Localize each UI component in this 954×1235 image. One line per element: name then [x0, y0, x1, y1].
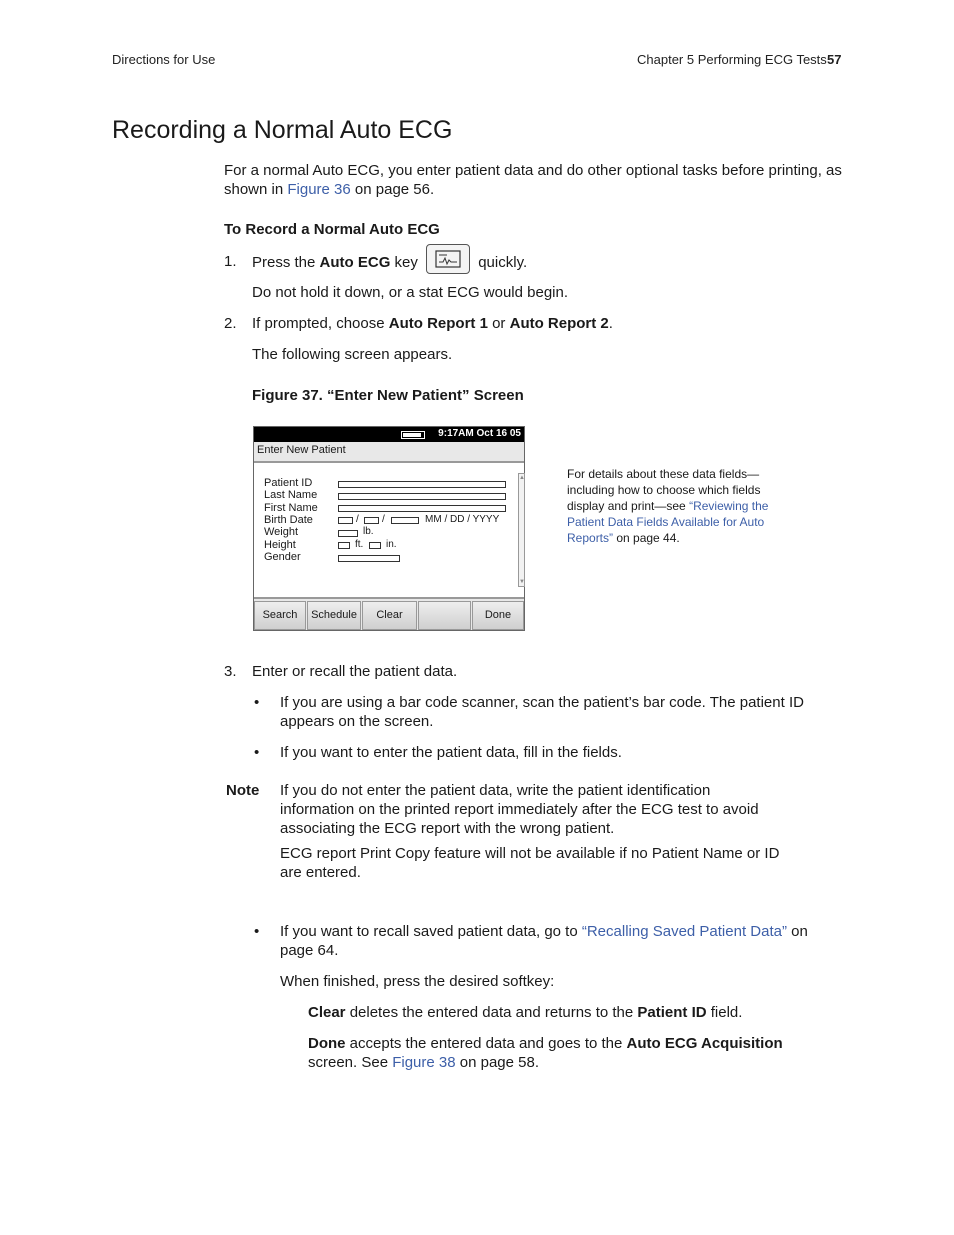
done-definition-end: on page 58.: [455, 1054, 540, 1071]
height-feet-field[interactable]: [338, 542, 350, 549]
date-format-hint: MM / DD / YYYY: [425, 514, 500, 525]
figure-36-link[interactable]: Figure 36: [287, 181, 351, 198]
step-3-text: Enter or recall the patient data.: [252, 663, 458, 680]
height-unit-ft: ft.: [355, 539, 364, 550]
patient-id-field[interactable]: [338, 481, 506, 488]
section-title: Recording a Normal Auto ECG: [112, 116, 453, 144]
height-unit-in: in.: [386, 539, 397, 550]
search-softkey[interactable]: Search: [254, 601, 306, 630]
date-separator: /: [382, 514, 385, 525]
note-label: Note: [226, 782, 260, 799]
patient-id-term: Patient ID: [637, 1004, 707, 1021]
done-softkey[interactable]: Done: [472, 601, 524, 630]
page-number: 57: [827, 52, 842, 67]
scroll-down-icon[interactable]: ▼: [519, 579, 525, 585]
clear-softkey[interactable]: Clear: [362, 601, 417, 630]
side-note-text-end: on page 44.: [613, 531, 680, 545]
side-note-text: For details about these data fields—including how to choose which fields display and print—see: [567, 467, 761, 513]
clock-readout: 9:17AM Oct 16 05: [438, 428, 521, 439]
bullet-bar-code: If you are using a bar code scanner, scan the patient’s bar code. The patient ID appears on the screen.: [280, 694, 804, 730]
first-name-field[interactable]: [338, 505, 506, 512]
enter-new-patient-screen: [253, 426, 525, 631]
scroll-up-icon[interactable]: ▲: [519, 475, 525, 481]
auto-ecg-key-label: Auto ECG: [319, 253, 391, 271]
blank-softkey[interactable]: [418, 601, 471, 630]
running-header-chapter: Chapter 5 Performing ECG Tests: [637, 52, 827, 67]
bullet-recall-text: If you want to recall saved patient data, go to: [280, 923, 582, 940]
done-definition-text: accepts the entered data and goes to the: [345, 1035, 627, 1052]
step-1-detail: Do not hold it down, or a stat ECG would begin.: [252, 284, 569, 301]
date-separator: /: [356, 514, 359, 525]
auto-ecg-acquisition-term: Auto ECG Acquisition: [626, 1035, 783, 1052]
procedure-title: To Record a Normal Auto ECG: [224, 221, 440, 238]
battery-icon: [401, 431, 425, 439]
figure-side-note: [567, 466, 777, 546]
step-3-number: 3.: [224, 663, 237, 680]
softkey-bar: [254, 601, 524, 630]
height-inches-field[interactable]: [369, 542, 381, 549]
step-1-text-end: quickly.: [478, 253, 528, 271]
note-paragraph-2: ECG report Print Copy feature will not be available if no Patient Name or ID are entered.: [280, 845, 780, 881]
step-2: [252, 314, 613, 333]
patient-id-label: Patient ID: [264, 477, 313, 489]
weight-unit: lb.: [363, 526, 374, 537]
step-2-text: If prompted, choose: [252, 315, 389, 332]
step-1-text-mid: key: [390, 253, 418, 271]
intro-text: For a normal Auto ECG, you enter patient data and do other optional tasks before printing, as shown in: [224, 162, 842, 198]
auto-report-2-label: Auto Report 2: [509, 315, 609, 332]
gender-label: Gender: [264, 551, 301, 563]
recalling-saved-data-link[interactable]: “Recalling Saved Patient Data”: [581, 923, 787, 940]
status-bar: [254, 427, 524, 442]
done-definition: [308, 1034, 818, 1072]
intro-text-end: on page 56.: [350, 181, 435, 198]
bullet-icon: •: [254, 694, 260, 711]
done-definition-mid: screen. See: [308, 1054, 393, 1071]
screen-title: Enter New Patient: [257, 444, 346, 456]
note-paragraph-1: If you do not enter the patient data, write the patient identification information on the printed report immediately after the ECG test to avoid associating the ECG report with the wrong patient.: [280, 782, 759, 837]
bullet-recall: [280, 922, 845, 960]
bullet-fill-fields: If you want to enter the patient data, fill in the fields.: [280, 744, 622, 761]
step-2-text-mid: or: [487, 315, 510, 332]
clear-definition-end: field.: [706, 1004, 743, 1021]
done-term: Done: [308, 1035, 346, 1052]
step-2-number: 2.: [224, 315, 237, 332]
clear-term: Clear: [308, 1004, 346, 1021]
step-2-detail: The following screen appears.: [252, 346, 453, 363]
bullet-icon: •: [254, 744, 260, 761]
bullet-icon: •: [254, 923, 260, 940]
figure-38-link[interactable]: Figure 38: [392, 1054, 456, 1071]
intro-paragraph: [224, 161, 844, 199]
scrollbar[interactable]: [518, 473, 525, 587]
auto-report-1-label: Auto Report 1: [388, 315, 488, 332]
figure-caption: Figure 37. “Enter New Patient” Screen: [252, 387, 524, 404]
running-header-left: Directions for Use: [112, 52, 216, 67]
patient-form: [254, 461, 524, 599]
birth-month-field[interactable]: [338, 517, 353, 524]
finish-instruction: When finished, press the desired softkey:: [280, 973, 555, 990]
step-1-number: 1.: [224, 253, 237, 270]
bullet-recall-text-end: on page 64.: [280, 923, 808, 959]
auto-ecg-key-icon: [426, 244, 470, 274]
step-1-text: Press the: [252, 253, 320, 271]
clear-definition-text: deletes the entered data and returns to the: [345, 1004, 638, 1021]
height-label: Height: [264, 539, 296, 551]
reviewing-fields-link[interactable]: “Reviewing the Patient Data Fields Available for Auto Reports”: [567, 499, 769, 545]
last-name-label: Last Name: [264, 489, 318, 501]
weight-label: Weight: [264, 526, 299, 538]
birth-day-field[interactable]: [364, 517, 379, 524]
gender-field[interactable]: [338, 555, 400, 562]
first-name-label: First Name: [264, 502, 318, 514]
step-2-text-end: .: [608, 315, 613, 332]
weight-field[interactable]: [338, 530, 358, 537]
schedule-softkey[interactable]: Schedule: [307, 601, 361, 630]
birth-year-field[interactable]: [391, 517, 419, 524]
birth-date-label: Birth Date: [264, 514, 313, 526]
clear-definition: [308, 1003, 742, 1022]
last-name-field[interactable]: [338, 493, 506, 500]
step-1: [252, 252, 527, 274]
